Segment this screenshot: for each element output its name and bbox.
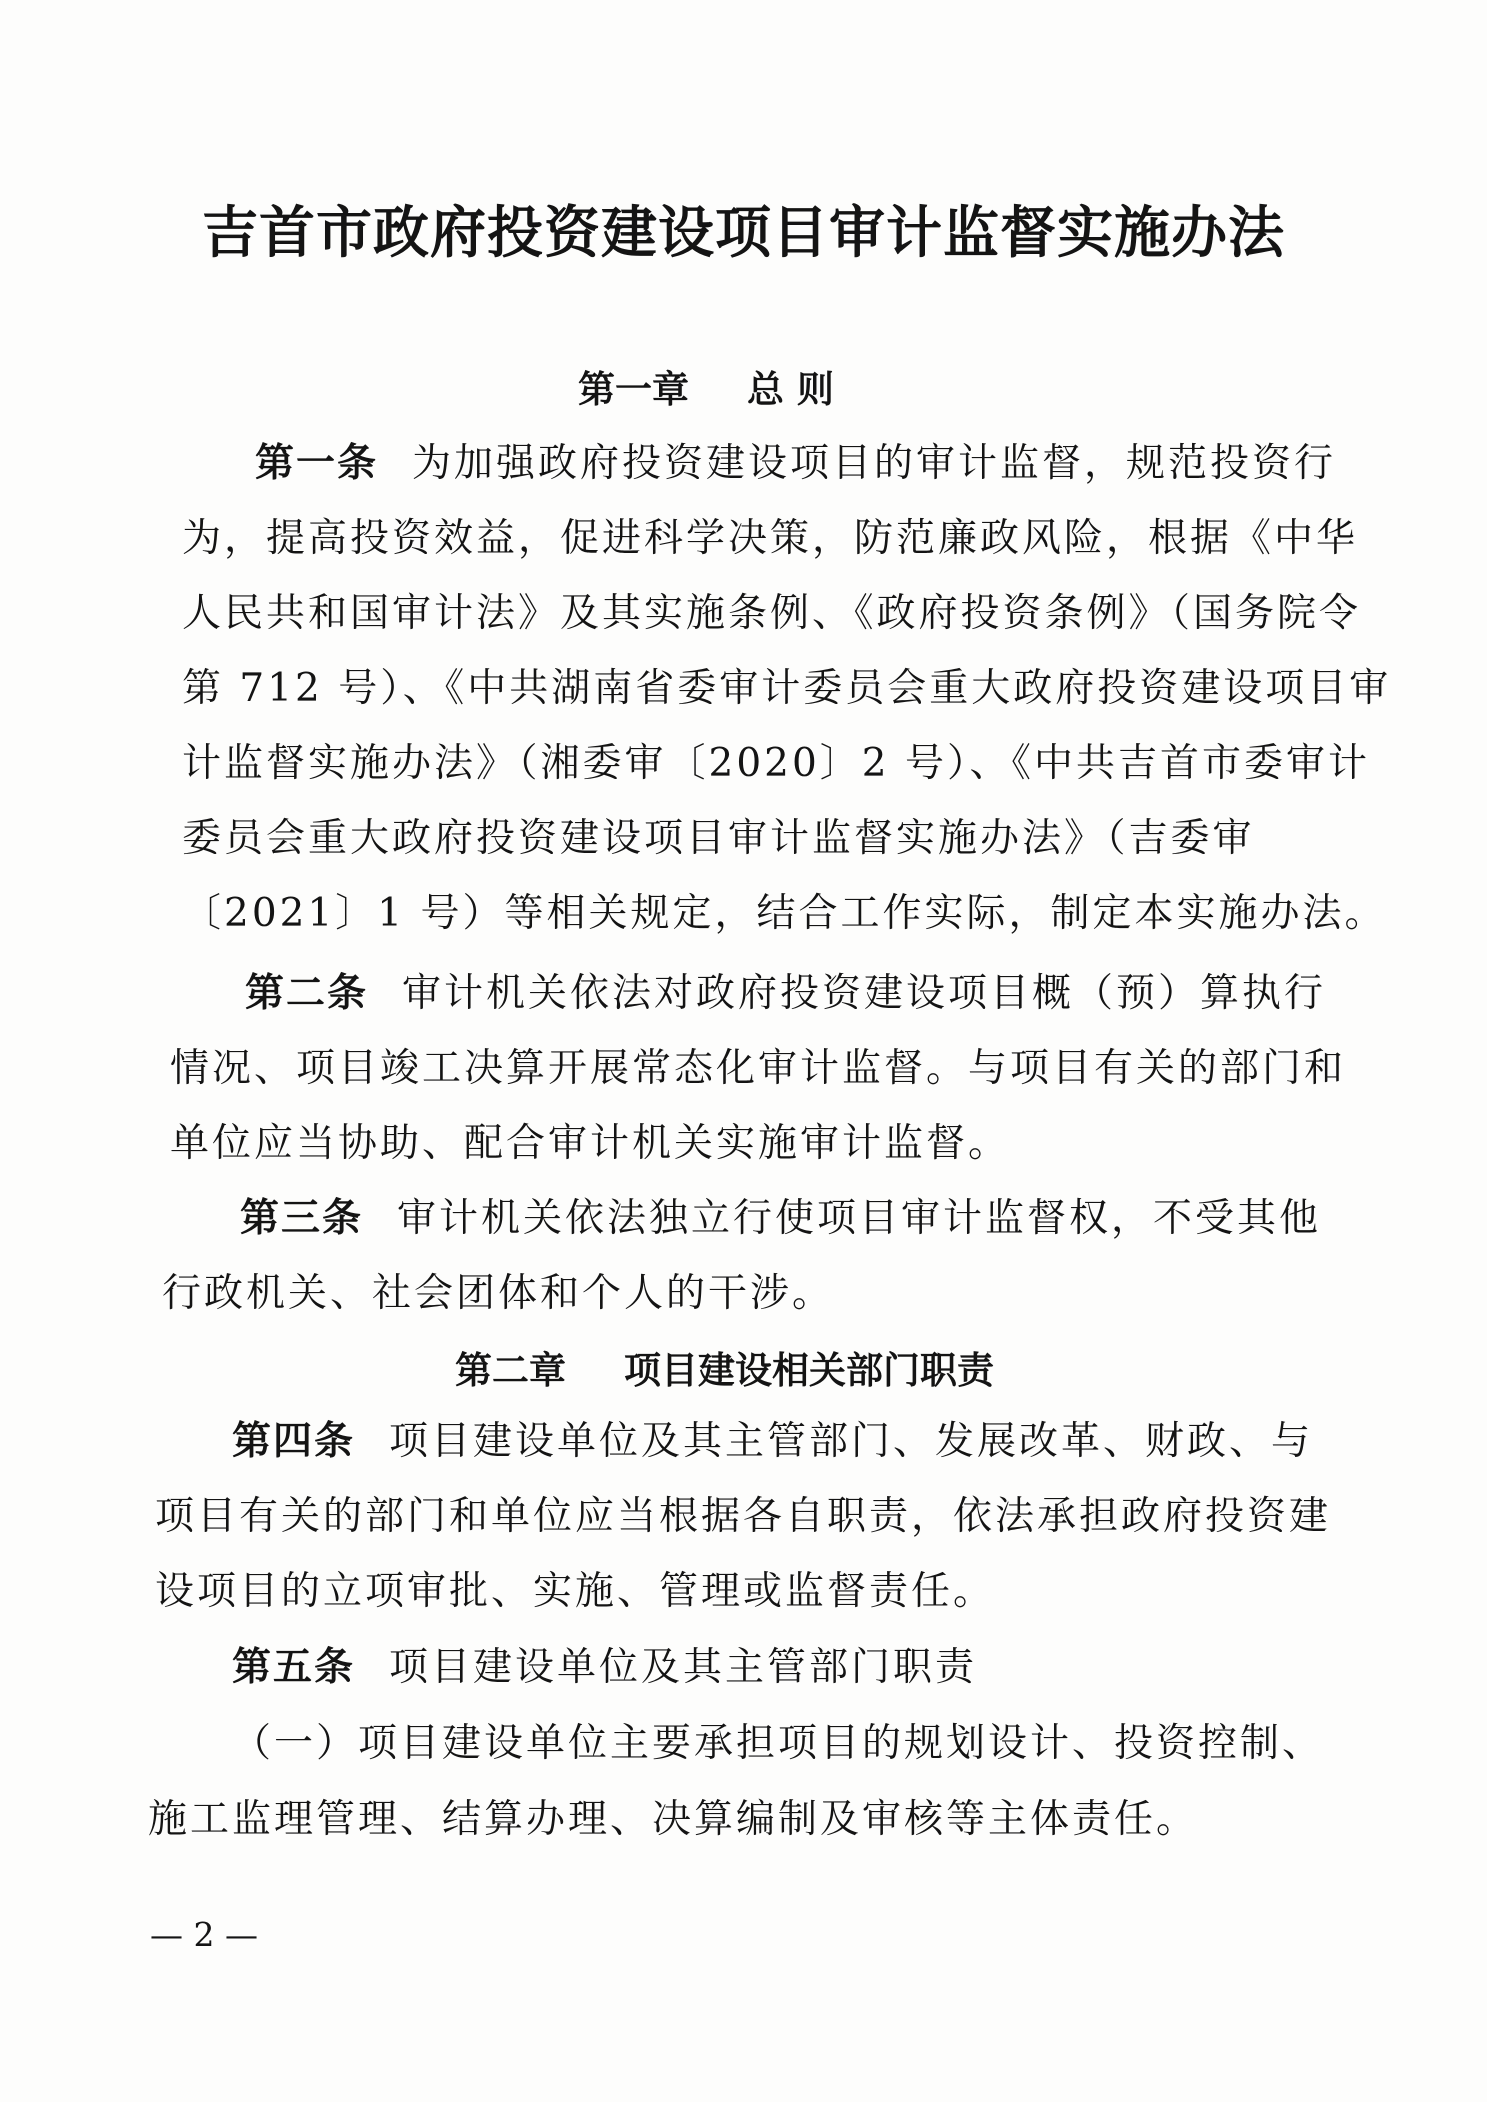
paragraph-line: 行政机关、社会团体和个人的干涉。 [162,1271,835,1316]
article-label: 第一条 [255,441,379,486]
paragraph-line: 计监督实施办法》（湘委审〔2020〕2 号）、《中共吉首市委审计 [182,741,1370,786]
article-text: 为加强政府投资建设项目的审计监督，规范投资行 [412,441,1337,486]
article-first-line [245,971,1327,1016]
article-label: 第二条 [245,971,369,1016]
paragraph-line: 人民共和国审计法》及其实施条例、《政府投资条例》（国务院令 [182,591,1362,636]
paragraph-line: 单位应当协助、配合审计机关实施审计监督。 [170,1121,1011,1166]
article-text: 审计机关依法独立行使项目审计监督权，不受其他 [397,1196,1322,1241]
article-text: 项目建设单位及其主管部门、发展改革、财政、与 [389,1419,1314,1464]
article-first-line [240,1196,1322,1241]
article-first-line [255,441,1337,486]
paragraph-line: 情况、项目竣工决算开展常态化审计监督。与项目有关的部门和 [170,1046,1347,1091]
paragraph-line: 施工监理管理、结算办理、决算编制及审核等主体责任。 [148,1797,1199,1842]
chapter-name: 总 则 [747,368,834,411]
article-label: 第五条 [232,1645,356,1690]
paragraph-line: 设项目的立项审批、实施、管理或监督责任。 [155,1569,996,1614]
article-text: 项目建设单位及其主管部门职责 [389,1645,978,1690]
article-text: 审计机关依法对政府投资建设项目概（预）算执行 [402,971,1327,1016]
chapter-heading [455,1349,994,1392]
article-first-line [232,1419,1314,1464]
chapter-name: 项目建设相关部门职责 [624,1349,994,1392]
chapter-heading [578,368,834,411]
chapter-number: 第一章 [578,368,689,411]
article-first-line [232,1645,978,1690]
article-label: 第三条 [240,1196,364,1241]
chapter-number: 第二章 [455,1349,566,1392]
paragraph-line: （一）项目建设单位主要承担项目的规划设计、投资控制、 [232,1721,1325,1766]
paragraph-line: 项目有关的部门和单位应当根据各自职责，依法承担政府投资建 [155,1494,1332,1539]
paragraph-line: 委员会重大政府投资建设项目审计监督实施办法》（吉委审 [182,816,1255,861]
paragraph-line: 〔2021〕1 号）等相关规定，结合工作实际，制定本实施办法。 [182,891,1387,936]
paragraph-line: 为，提高投资效益，促进科学决策，防范廉政风险，根据《中华 [182,516,1359,561]
page-number: — 2 — [150,1915,258,1954]
article-label: 第四条 [232,1419,356,1464]
paragraph-line: 第 712 号）、《中共湖南省委审计委员会重大政府投资建设项目审 [182,666,1392,711]
document-title: 吉首市政府投资建设项目审计监督实施办法 [202,200,1285,266]
